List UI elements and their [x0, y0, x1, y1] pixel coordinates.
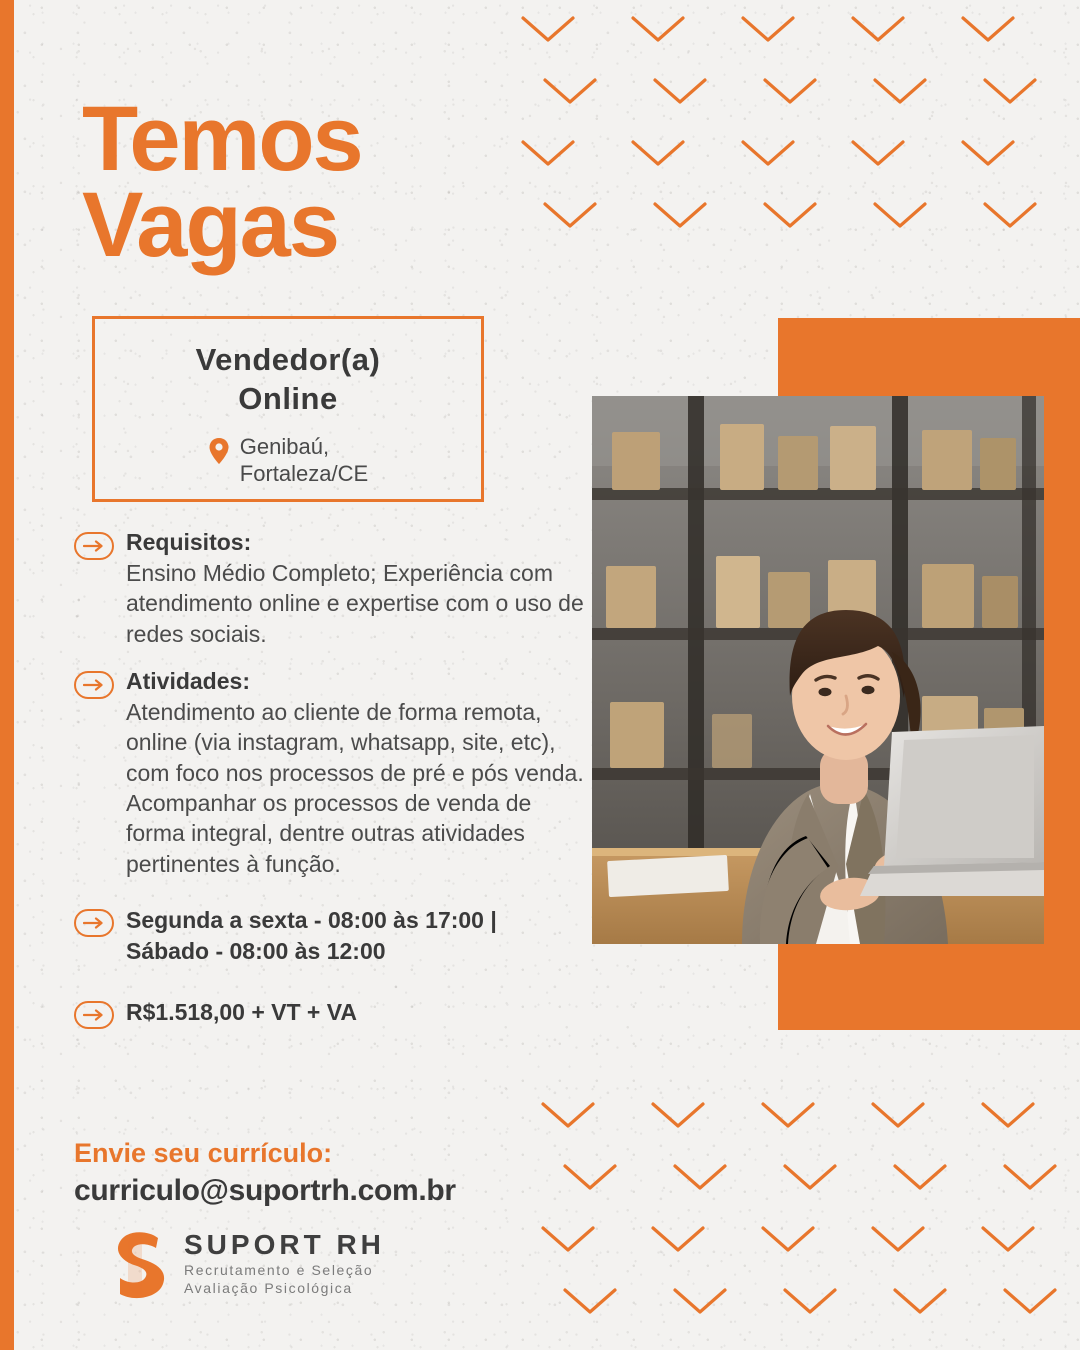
list-item — [74, 905, 584, 967]
chevron-down-icon — [850, 138, 906, 168]
chevron-down-icon — [870, 1224, 926, 1254]
chevron-down-icon — [520, 138, 576, 168]
job-title-line-1: Vendedor(a) — [195, 342, 381, 377]
atividades-heading: Atividades: — [126, 667, 250, 694]
chevron-down-icon — [892, 1286, 948, 1316]
chevron-down-icon — [960, 14, 1016, 44]
chevron-down-icon — [1002, 1286, 1058, 1316]
arrow-right-icon — [74, 909, 114, 937]
list-item — [74, 997, 584, 1029]
job-location — [208, 433, 368, 488]
chevron-down-icon — [762, 76, 818, 106]
horario-text: Segunda a sexta - 08:00 às 17:00 | Sábado - 08:00 às 12:00 — [126, 907, 497, 965]
job-title — [196, 341, 381, 419]
chevron-down-icon — [892, 1162, 948, 1192]
chevron-down-icon — [960, 138, 1016, 168]
chevron-down-icon — [652, 76, 708, 106]
brand-text — [184, 1230, 385, 1299]
headline-line-1: Temos — [82, 88, 362, 190]
cta-email[interactable]: curriculo@suportrh.com.br — [74, 1174, 456, 1208]
cta-block — [74, 1136, 456, 1210]
left-accent-stripe — [0, 0, 14, 1350]
chevron-down-icon — [740, 14, 796, 44]
chevron-down-icon — [562, 1286, 618, 1316]
list-item — [74, 528, 584, 649]
chevron-down-icon — [542, 76, 598, 106]
requisitos-text: Ensino Médio Completo; Experiência com atendimento online e expertise com o uso de redes sociais. — [126, 559, 584, 647]
brand-logo — [108, 1228, 385, 1300]
chevron-pattern-bottom — [540, 1100, 1080, 1350]
chevron-down-icon — [740, 138, 796, 168]
job-details-list — [74, 528, 584, 1047]
brand-subtitle-1: Recrutamento e Seleção — [184, 1261, 374, 1278]
chevron-down-icon — [870, 1100, 926, 1130]
atividades-text: Atendimento ao cliente de forma remota, online (via instagram, whatsapp, site, etc), com foco nos processos de pré e pós venda. Acompanhar os processos de venda de forma integral, dentre outras atividades pertinentes à função. — [126, 698, 584, 877]
arrow-right-icon — [74, 1001, 114, 1029]
chevron-down-icon — [652, 200, 708, 230]
chevron-down-icon — [980, 1224, 1036, 1254]
chevron-down-icon — [782, 1162, 838, 1192]
arrow-right-icon — [74, 671, 114, 699]
salario-text: R$1.518,00 + VT + VA — [126, 999, 357, 1026]
suport-rh-s-logo-icon — [108, 1228, 170, 1300]
chevron-down-icon — [520, 14, 576, 44]
chevron-down-icon — [540, 1100, 596, 1130]
brand-subtitle-2: Avaliação Psicológica — [184, 1280, 353, 1297]
chevron-down-icon — [982, 200, 1038, 230]
chevron-down-icon — [872, 76, 928, 106]
chevron-down-icon — [540, 1224, 596, 1254]
chevron-down-icon — [762, 200, 818, 230]
chevron-down-icon — [542, 200, 598, 230]
job-title-line-2: Online — [238, 380, 338, 416]
cta-heading: Envie seu currículo: — [74, 1138, 333, 1168]
job-location-text — [240, 433, 368, 488]
arrow-right-icon — [74, 532, 114, 560]
job-title-box — [92, 316, 484, 502]
chevron-down-icon — [672, 1286, 728, 1316]
page-title — [82, 88, 362, 277]
brand-name: SUPORT RH — [184, 1228, 385, 1260]
chevron-down-icon — [672, 1162, 728, 1192]
map-pin-icon — [208, 437, 230, 470]
chevron-down-icon — [760, 1100, 816, 1130]
chevron-down-icon — [982, 76, 1038, 106]
chevron-down-icon — [630, 138, 686, 168]
chevron-down-icon — [760, 1224, 816, 1254]
chevron-down-icon — [872, 200, 928, 230]
job-location-line-1: Genibaú, — [239, 433, 330, 459]
chevron-down-icon — [980, 1100, 1036, 1130]
list-item — [74, 667, 584, 879]
chevron-down-icon — [850, 14, 906, 44]
chevron-down-icon — [650, 1224, 706, 1254]
requisitos-heading: Requisitos: — [126, 529, 252, 555]
chevron-pattern-top — [520, 14, 1080, 264]
chevron-down-icon — [650, 1100, 706, 1130]
headline-line-2: Vagas — [82, 174, 338, 277]
job-location-line-2: Fortaleza/CE — [239, 461, 369, 486]
chevron-down-icon — [630, 14, 686, 44]
chevron-down-icon — [1002, 1162, 1058, 1192]
chevron-down-icon — [782, 1286, 838, 1316]
photo-woman-laptop — [592, 396, 1044, 944]
chevron-down-icon — [562, 1162, 618, 1192]
